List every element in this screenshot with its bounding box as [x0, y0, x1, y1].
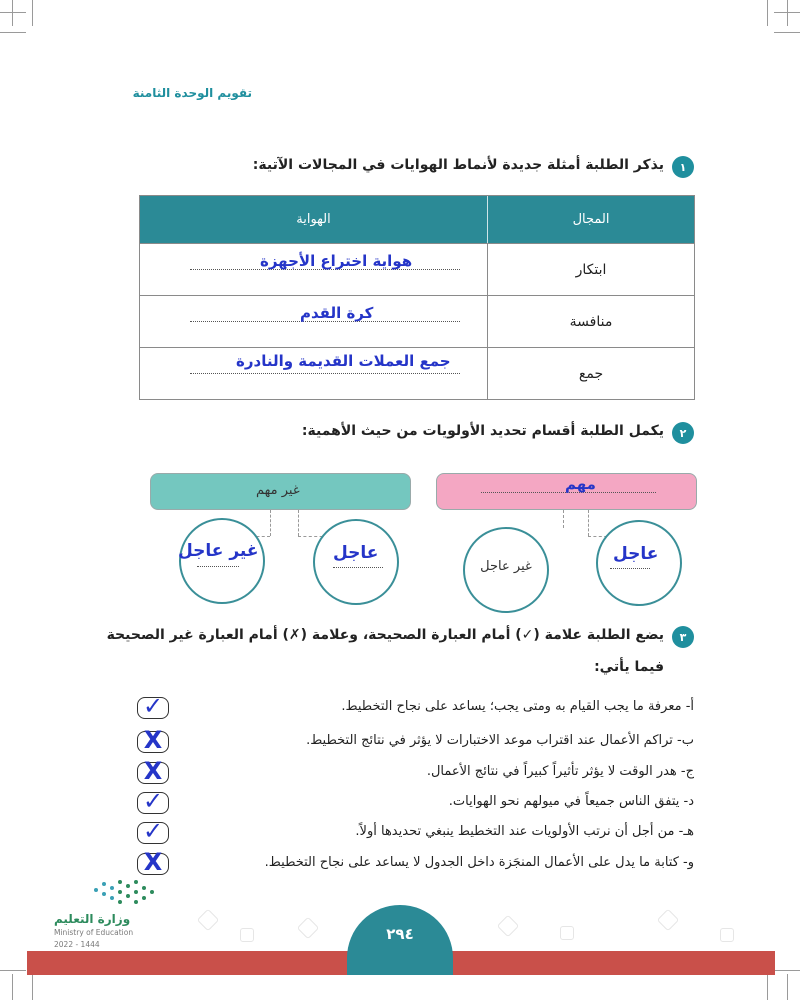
not-urgent-important-circle [463, 527, 549, 613]
row-domain: ابتكار [575, 261, 607, 278]
crop-mark [0, 970, 26, 971]
crop-mark [32, 0, 33, 26]
statement: ج- هدر الوقت لا يؤثر تأثيراً كبيراً في نتائج الأعمال. [426, 764, 694, 779]
answer-mark-box[interactable] [137, 787, 169, 815]
hobby-table [139, 195, 695, 400]
important-box [436, 473, 697, 510]
answer-line [610, 568, 650, 569]
answer-line [197, 566, 239, 567]
statement: أ- معرفة ما يجب القيام به ومتى يجب؛ يساعد على نجاح التخطيط. [341, 699, 694, 714]
answer-line [333, 567, 383, 568]
x-mark: X [143, 848, 163, 876]
ministry-logo [54, 876, 164, 956]
x-mark: X [143, 757, 163, 785]
decoration [720, 928, 734, 942]
handwritten-answer: عاجل [613, 544, 659, 564]
answer-mark-box[interactable] [137, 692, 169, 720]
crop-mark [12, 974, 13, 1000]
table-header-row [140, 196, 694, 243]
crop-mark [32, 974, 33, 1000]
crop-mark [774, 12, 800, 13]
handwritten-answer: كرة القدم [300, 304, 374, 322]
table-row [140, 347, 694, 399]
not-important-box [150, 473, 411, 510]
decoration [240, 928, 254, 942]
page-number: ٢٩٤ [386, 925, 414, 943]
handwritten-answer: هواية اختراع الأجهزة [260, 252, 413, 270]
decoration [197, 909, 220, 932]
statement: و- كتابة ما يدل على الأعمال المنجَزة داخل الجدول لا يساعد على نجاح التخطيط. [264, 855, 694, 870]
crop-mark [767, 974, 768, 1000]
connector [270, 510, 271, 536]
row-domain: جمع [578, 365, 604, 382]
crop-mark [767, 0, 768, 26]
urgent-not-important-circle [313, 519, 399, 605]
question-3-number: ٣ [672, 626, 694, 648]
question-1-number: ١ [672, 156, 694, 178]
handwritten-answer: جمع العملات القديمة والنادرة [236, 352, 451, 370]
handwritten-answer: غير عاجل [178, 541, 259, 561]
connector [298, 510, 299, 536]
x-mark: X [143, 726, 163, 754]
question-3-text-continued: فيما يأتي: [594, 659, 664, 675]
decoration [297, 917, 320, 940]
check-mark: ✓ [142, 692, 164, 720]
connector [588, 510, 589, 536]
row-domain: منافسة [569, 313, 613, 330]
crop-mark [787, 0, 788, 26]
connector [563, 510, 564, 528]
crop-mark [12, 0, 13, 26]
urgent-important-circle [596, 520, 682, 606]
logo-dots-icon [94, 880, 160, 906]
question-1-text: يذكر الطلبة أمثلة جديدة لأنماط الهوايات في المجالات الآتية: [252, 157, 664, 173]
table-row [140, 295, 694, 347]
logo-arabic-text: وزارة التعليم [54, 912, 131, 926]
table-row [140, 243, 694, 295]
statement: د- يتفق الناس جميعاً في ميولهم نحو الهوايات. [448, 794, 694, 809]
handwritten-answer: مهم [565, 475, 596, 493]
header-domain: المجال [572, 212, 610, 227]
logo-year: 2022 - 1444 [54, 940, 100, 949]
unit-header: تقويم الوحدة الثامنة [132, 86, 252, 100]
handwritten-answer: عاجل [333, 543, 379, 563]
page-number-tab [347, 905, 453, 975]
decoration [560, 926, 574, 940]
answer-mark-box[interactable] [137, 848, 169, 876]
crop-mark [774, 32, 800, 33]
crop-mark [0, 32, 26, 33]
check-mark: ✓ [142, 787, 164, 815]
not-urgent-not-important-circle [179, 518, 265, 604]
answer-mark-box[interactable] [137, 757, 169, 785]
check-mark: ✓ [142, 817, 164, 845]
not-urgent-label: غير عاجل [480, 559, 532, 574]
crop-mark [774, 970, 800, 971]
answer-line [190, 373, 460, 374]
question-2-number: ٢ [672, 422, 694, 444]
crop-mark [787, 974, 788, 1000]
row-hobby [140, 244, 488, 295]
question-3-text: يضع الطلبة علامة (✓) أمام العبارة الصحيحة، وعلامة (✗) أمام العبارة غير الصحيحة [106, 627, 664, 643]
not-important-label: غير مهم [256, 483, 300, 498]
row-hobby [140, 348, 488, 399]
decoration [657, 909, 680, 932]
statement: ب- تراكم الأعمال عند اقتراب موعد الاختبارات لا يؤثر في نتائج التخطيط. [306, 733, 694, 748]
answer-mark-box[interactable] [137, 817, 169, 845]
question-2-text: يكمل الطلبة أقسام تحديد الأولويات من حيث الأهمية: [301, 423, 664, 439]
header-hobby: الهواية [140, 196, 488, 243]
logo-english-text: Ministry of Education [54, 928, 134, 937]
statement: هـ- من أجل أن نرتب الأولويات عند التخطيط ينبغي تحديدها أولاً. [355, 824, 694, 839]
decoration [497, 915, 520, 938]
row-hobby [140, 296, 488, 347]
crop-mark [0, 12, 26, 13]
answer-mark-box[interactable] [137, 726, 169, 754]
